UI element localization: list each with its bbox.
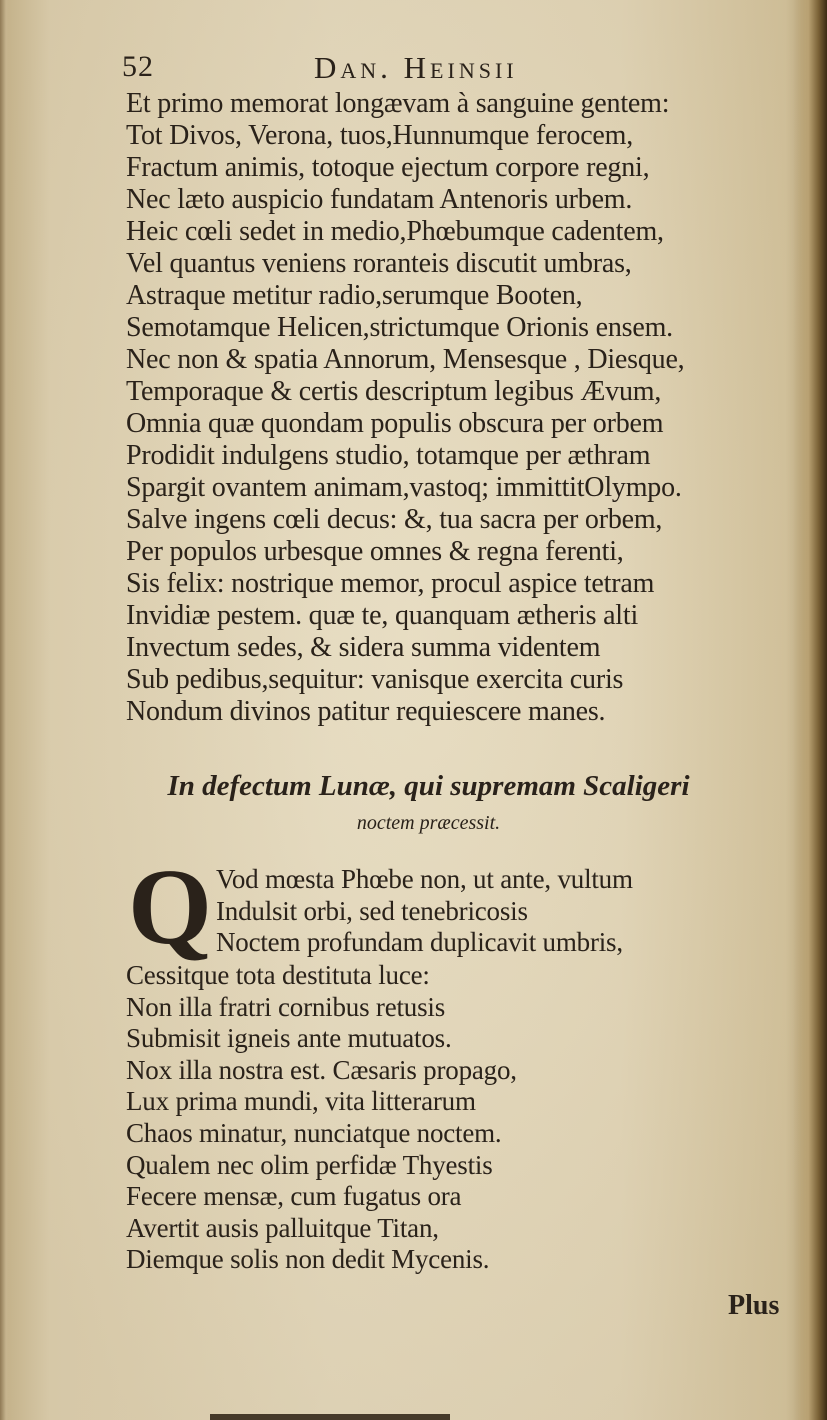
verse-line: Per populos urbesque omnes & regna ferenti,: [126, 536, 624, 567]
verse-line: Invectum sedes, & sidera summa videntem: [126, 632, 601, 663]
verse-line: Heic cœli sedet in medio,Phœbumque cadentem,: [126, 216, 664, 247]
drop-cap-initial: Q: [128, 848, 213, 967]
catchword: Plus: [728, 1290, 780, 1321]
running-head: Dan. Heinsii: [314, 50, 518, 85]
verse-line: Vel quantus veniens roranteis discutit umbras,: [126, 248, 632, 279]
verse-line: Nec non & spatia Annorum, Mensesque , Diesque,: [126, 344, 685, 375]
verse-line: Noctem profundam duplicavit umbris,: [216, 927, 623, 958]
verse-line: Invidiæ pestem. quæ te, quanquam ætheris alti: [126, 600, 639, 631]
page-bottom-shadow: [210, 1414, 450, 1420]
verse-line: Omnia quæ quondam populis obscura per orbem: [126, 408, 664, 439]
verse-line: Qualem nec olim perfidæ Thyestis: [126, 1149, 493, 1180]
verse-line: Indulsit orbi, sed tenebricosis: [216, 895, 528, 926]
verse-line: Sis felix: nostrique memor, procul aspice tetram: [126, 568, 655, 599]
verse-line: Sub pedibus,sequitur: vanisque exercita curis: [126, 664, 624, 695]
verse-line: Nox illa nostra est. Cæsaris propago,: [126, 1054, 517, 1085]
verse-line: Vod mœsta Phœbe non, ut ante, vultum: [216, 864, 633, 894]
verse-line: Nec læto auspicio fundatam Antenoris urbem.: [126, 184, 633, 215]
verse-line: Temporaque & certis descriptum legibus Ævum,: [126, 376, 662, 407]
page-gutter-shadow: [793, 0, 827, 1420]
verse-line: Spargit ovantem animam,vastoq; immittitOlympo.: [126, 472, 682, 503]
verse-line: Tot Divos, Verona, tuos,Hunnumque ferocem,: [126, 120, 634, 151]
verse-line: Chaos minatur, nunciatque noctem.: [126, 1117, 502, 1148]
verse-line: Lux prima mundi, vita litterarum: [126, 1086, 476, 1117]
verse-line: Cessitque tota destituta luce:: [126, 960, 430, 990]
verse-line: Diemque solis non dedit Mycenis.: [126, 1244, 490, 1275]
page-number: 52: [122, 50, 154, 83]
verse-line: Non illa fratri cornibus retusis: [126, 991, 446, 1022]
page-left-edge: [0, 0, 10, 1420]
verse-line: Semotamque Helicen,strictumque Orionis ensem.: [126, 312, 673, 343]
poem-title: In defectum Lunæ, qui supremam Scaligeri: [167, 770, 690, 802]
poem-two: [126, 960, 517, 1276]
page-header: [122, 50, 732, 88]
verse-line: Prodidit indulgens studio, totamque per æthram: [126, 440, 651, 471]
poem-one: [126, 88, 684, 728]
verse-line: Fractum animis, totoque ejectum corpore regni,: [126, 152, 650, 183]
verse-line: Avertit ausis palluitque Titan,: [126, 1212, 439, 1243]
poem-title-continued: noctem præcessit.: [356, 812, 501, 834]
verse-line: Et primo memorat longævam à sanguine gentem:: [126, 88, 670, 119]
verse-line: Salve ingens cœli decus: &, tua sacra per orbem,: [126, 504, 663, 535]
verse-line: Nondum divinos patitur requiescere manes.: [126, 696, 606, 727]
verse-line: Astraque metitur radio,serumque Booten,: [126, 280, 583, 311]
poem-two-opening: [216, 864, 633, 959]
verse-line: Submisit igneis ante mutuatos.: [126, 1023, 452, 1054]
verse-line: Fecere mensæ, cum fugatus ora: [126, 1181, 462, 1212]
